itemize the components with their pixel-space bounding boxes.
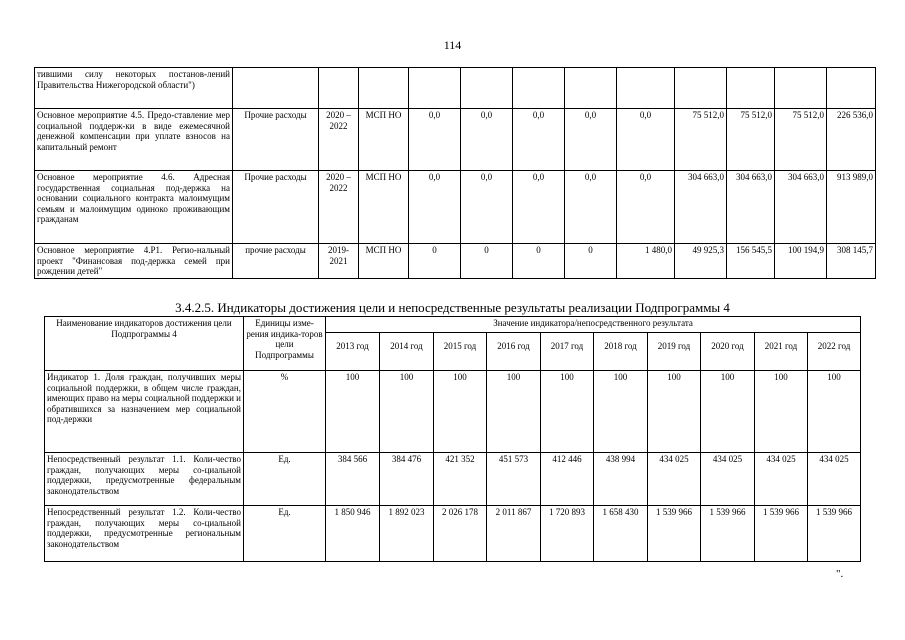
value-cell: 100 — [380, 371, 434, 453]
value-cell: 1 539 966 — [808, 506, 861, 562]
activity-name-cell: Основное мероприятие 4.6. Адресная государственная социальная под-держка на основании социального контракта малоимущим семьям и малоимущим одиноко проживающим гражданам — [35, 171, 233, 244]
value-cell: 100 — [701, 371, 755, 453]
table-cell: МСП НО — [359, 171, 409, 244]
unit-cell: Ед. — [244, 453, 326, 506]
table-cell: МСП НО — [359, 109, 409, 171]
table-row — [45, 506, 861, 562]
table-cell: 2020 – 2022 — [319, 171, 359, 244]
table-cell: 0,0 — [513, 171, 565, 244]
table-cell: 0,0 — [617, 171, 675, 244]
table-row — [45, 371, 861, 453]
table-cell — [565, 68, 617, 109]
table-row — [35, 68, 876, 109]
value-cell: 434 025 — [755, 453, 808, 506]
header-year: 2022 год — [808, 333, 861, 371]
table-cell — [727, 68, 775, 109]
table-cell: 0 — [565, 244, 617, 279]
value-cell: 421 352 — [434, 453, 487, 506]
header-year: 2018 год — [594, 333, 648, 371]
table-cell: 1 480,0 — [617, 244, 675, 279]
table-row — [45, 453, 861, 506]
table-cell — [617, 68, 675, 109]
table-cell — [233, 68, 319, 109]
table-cell: 75 512,0 — [775, 109, 827, 171]
activity-name-cell: тившими силу некоторых постанов-лений Правительства Нижегородской области") — [35, 68, 233, 109]
header-indicator-name: Наименование индикаторов достижения цели Подпрограммы 4 — [45, 317, 244, 371]
table-cell: 0,0 — [461, 109, 513, 171]
unit-cell: Ед. — [244, 506, 326, 562]
table-cell — [319, 68, 359, 109]
expenditure-table — [34, 67, 876, 279]
table-cell: 0,0 — [565, 171, 617, 244]
table-cell: 0 — [409, 244, 461, 279]
value-cell: 412 446 — [541, 453, 594, 506]
header-year: 2014 год — [380, 333, 434, 371]
table-cell: 0,0 — [461, 171, 513, 244]
table-cell: 304 663,0 — [727, 171, 775, 244]
table-row — [35, 109, 876, 171]
header-year: 2020 год — [701, 333, 755, 371]
activity-name-cell: Основное мероприятие 4.Р1. Регио-нальный проект "Финансовая под-держка семей при рождении детей" — [35, 244, 233, 279]
header-year: 2021 год — [755, 333, 808, 371]
header-value-group: Значение индикатора/непосредственного результата — [326, 317, 861, 333]
value-cell: 434 025 — [648, 453, 701, 506]
value-cell: 438 994 — [594, 453, 648, 506]
table-cell: 308 145,7 — [827, 244, 876, 279]
indicator-name-cell: Непосредственный результат 1.2. Коли-чество граждан, получающих меры со-циальной поддержки, предусмотренные региональным законодательством — [45, 506, 244, 562]
value-cell: 100 — [541, 371, 594, 453]
table-cell: 0,0 — [409, 109, 461, 171]
activity-name-cell: Основное мероприятие 4.5. Предо-ставление мер социальной поддерж-ки в виде ежемесячной денежной компенсации при уплате взносов на капитальный ремонт — [35, 109, 233, 171]
value-cell: 434 025 — [808, 453, 861, 506]
table-cell — [409, 68, 461, 109]
header-year: 2019 год — [648, 333, 701, 371]
value-cell: 384 476 — [380, 453, 434, 506]
table-cell: 304 663,0 — [675, 171, 727, 244]
table-row — [35, 244, 876, 279]
table-cell: МСП НО — [359, 244, 409, 279]
indicators-table — [44, 316, 861, 562]
table-cell: 2019-2021 — [319, 244, 359, 279]
table-cell: 75 512,0 — [675, 109, 727, 171]
value-cell: 1 539 966 — [755, 506, 808, 562]
header-unit: Единицы изме-рения индика-торов цели Подпрограммы — [244, 317, 326, 371]
page-number: 114 — [443, 38, 462, 52]
header-year: 2017 год — [541, 333, 594, 371]
table-cell: 0,0 — [617, 109, 675, 171]
value-cell: 100 — [594, 371, 648, 453]
indicator-name-cell: Непосредственный результат 1.1. Коли-чество граждан, получающих меры со-циальной поддержки, предусмотренные федеральным законодательством — [45, 453, 244, 506]
header-year: 2015 год — [434, 333, 487, 371]
value-cell: 1 658 430 — [594, 506, 648, 562]
value-cell: 100 — [808, 371, 861, 453]
section-title: 3.4.2.5. Индикаторы достижения цели и непосредственные результаты реализации Подпрограммы 4 — [175, 300, 730, 315]
value-cell: 100 — [487, 371, 541, 453]
header-year: 2016 год — [487, 333, 541, 371]
unit-cell: % — [244, 371, 326, 453]
value-cell: 1 539 966 — [648, 506, 701, 562]
value-cell: 1 720 893 — [541, 506, 594, 562]
table-cell: 0,0 — [565, 109, 617, 171]
value-cell: 384 566 — [326, 453, 380, 506]
table-cell: 913 989,0 — [827, 171, 876, 244]
value-cell: 100 — [326, 371, 380, 453]
value-cell: 434 025 — [701, 453, 755, 506]
table-cell: прочие расходы — [233, 244, 319, 279]
value-cell: 451 573 — [487, 453, 541, 506]
table-cell: 0,0 — [513, 109, 565, 171]
table-cell — [461, 68, 513, 109]
table-cell: 226 536,0 — [827, 109, 876, 171]
table-cell — [775, 68, 827, 109]
table-cell: 75 512,0 — [727, 109, 775, 171]
table-row — [35, 171, 876, 244]
value-cell: 2 011 867 — [487, 506, 541, 562]
header-year: 2013 год — [326, 333, 380, 371]
value-cell: 1 892 023 — [380, 506, 434, 562]
table-cell: Прочие расходы — [233, 109, 319, 171]
table-cell: 156 545,5 — [727, 244, 775, 279]
indicator-name-cell: Индикатор 1. Доля граждан, получивших меры социальной поддержки, в общем числе граждан, имеющих право на меры социальной поддержки и обратившихся за назначением мер социальной под-держки — [45, 371, 244, 453]
value-cell: 100 — [434, 371, 487, 453]
value-cell: 100 — [648, 371, 701, 453]
table-cell — [359, 68, 409, 109]
value-cell: 2 026 178 — [434, 506, 487, 562]
table-cell: 0,0 — [409, 171, 461, 244]
table-cell: 304 663,0 — [775, 171, 827, 244]
table-cell — [513, 68, 565, 109]
value-cell: 1 539 966 — [701, 506, 755, 562]
table-cell: 0 — [513, 244, 565, 279]
table-cell — [827, 68, 876, 109]
value-cell: 100 — [755, 371, 808, 453]
table-cell: 2020 – 2022 — [319, 109, 359, 171]
closing-quote: ". — [836, 568, 844, 580]
table-cell: 49 925,3 — [675, 244, 727, 279]
table-cell: 0 — [461, 244, 513, 279]
table-cell: 100 194,9 — [775, 244, 827, 279]
table-cell — [675, 68, 727, 109]
table-cell: Прочие расходы — [233, 171, 319, 244]
value-cell: 1 850 946 — [326, 506, 380, 562]
